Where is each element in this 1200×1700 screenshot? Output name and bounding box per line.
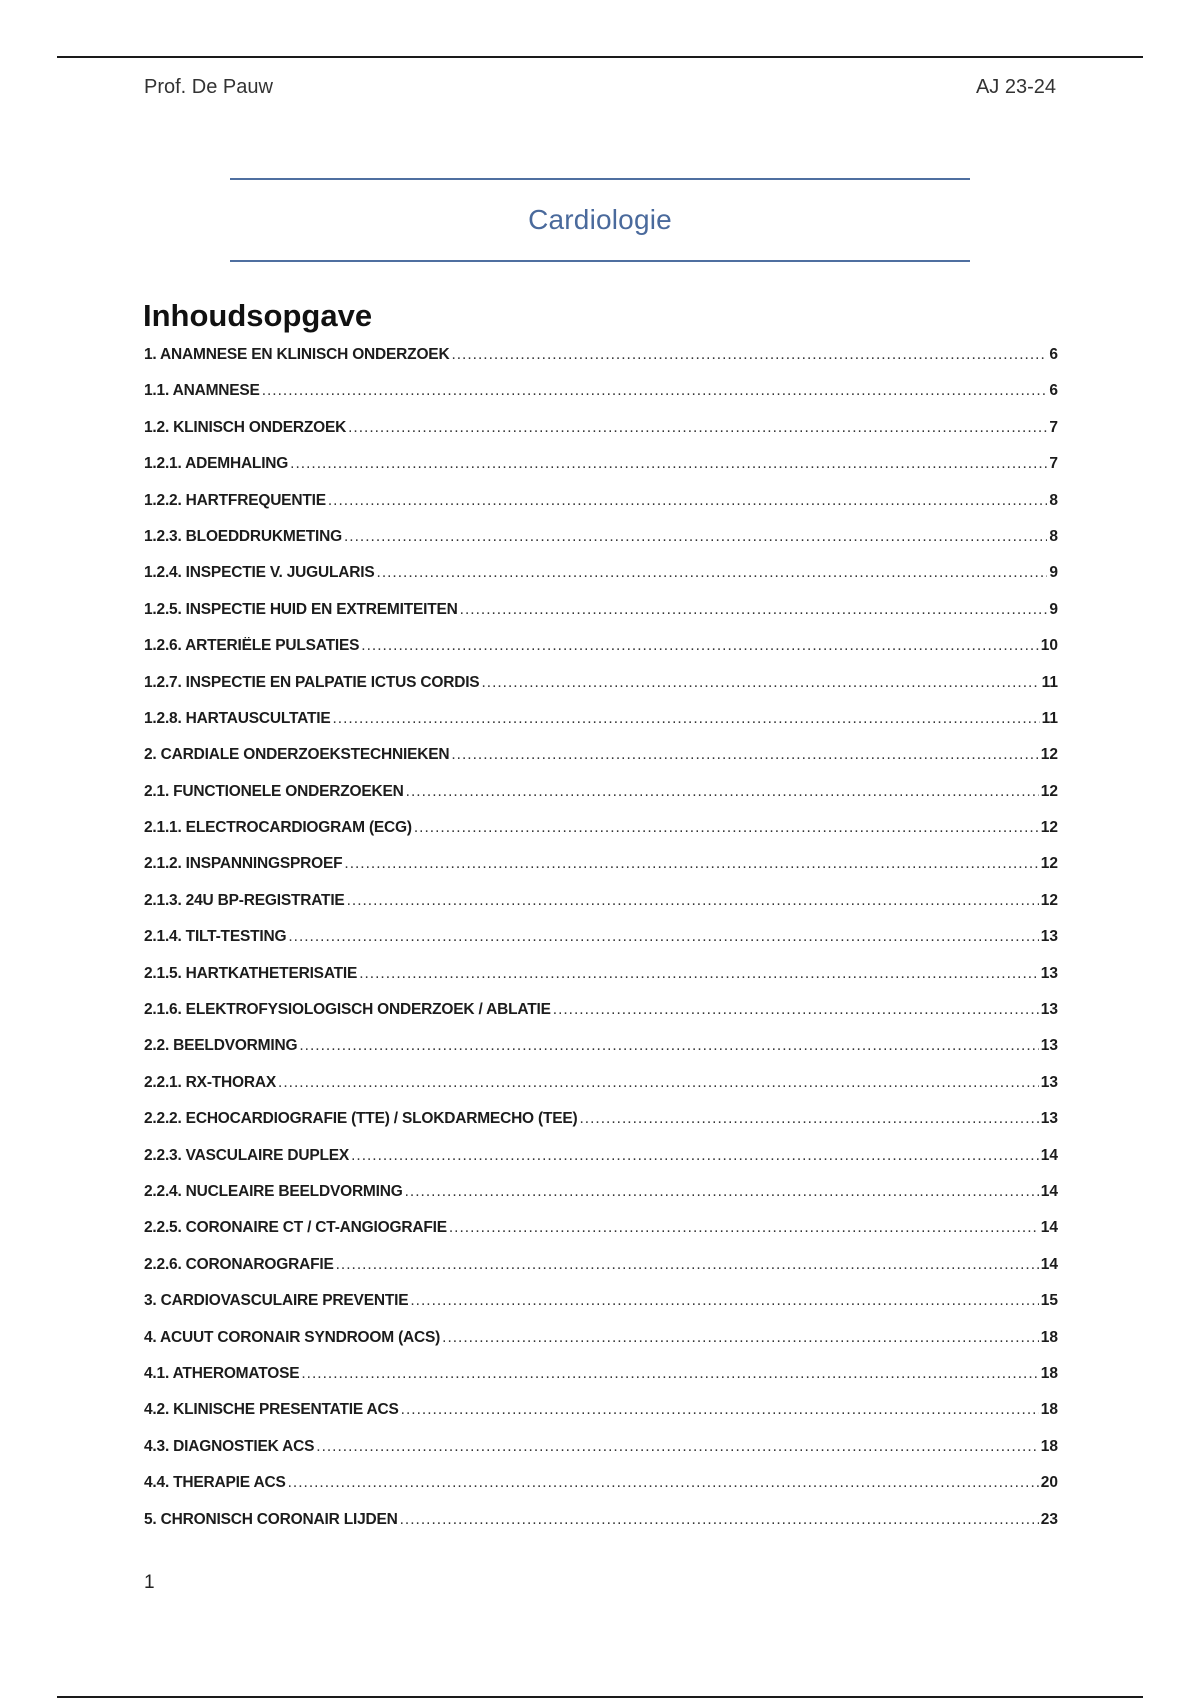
header-academic-year: AJ 23-24 — [975, 76, 1056, 98]
toc-dot-leader — [288, 1474, 1039, 1492]
toc-entry-label: 2. CARDIALE ONDERZOEKSTECHNIEKEN — [144, 746, 450, 764]
toc-entry[interactable] — [144, 1074, 1058, 1110]
toc-entry[interactable] — [144, 564, 1058, 600]
title-block — [230, 178, 970, 262]
toc-entry-page: 12 — [1040, 782, 1058, 800]
toc-dot-leader — [553, 1001, 1039, 1019]
toc-entry-page: 6 — [1049, 382, 1058, 400]
toc-entry[interactable] — [144, 1329, 1058, 1365]
toc-entry-label: 1.2.7. INSPECTIE EN PALPATIE ICTUS CORDIS — [144, 673, 480, 691]
toc-dot-leader — [344, 855, 1038, 873]
toc-dot-leader — [347, 892, 1039, 910]
toc-dot-leader — [262, 382, 1048, 400]
toc-entry-label: 2.2.2. ECHOCARDIOGRAFIE (TTE) / SLOKDARMECHO (TEE) — [144, 1110, 578, 1128]
toc-entry-page: 12 — [1040, 746, 1058, 764]
toc-entry-label: 2.2.5. CORONAIRE CT / CT-ANGIOGRAFIE — [144, 1219, 447, 1237]
toc-dot-leader — [451, 746, 1038, 764]
toc-entry-label: 1.2.5. INSPECTIE HUID EN EXTREMITEITEN — [144, 600, 458, 618]
toc-entry-label: 1. ANAMNESE EN KLINISCH ONDERZOEK — [144, 346, 450, 363]
toc-entry-label: 2.2.3. VASCULAIRE DUPLEX — [144, 1146, 350, 1164]
page-top-rule — [57, 56, 1143, 58]
toc-entry-label: 1.2.1. ADEMHALING — [144, 455, 289, 473]
toc-dot-leader — [328, 492, 1048, 510]
toc-entry-page: 20 — [1040, 1474, 1058, 1492]
toc-dot-leader — [344, 528, 1047, 546]
toc-entry[interactable] — [144, 528, 1058, 564]
toc-dot-leader — [405, 1183, 1039, 1201]
toc-entry-label: 1.2.6. ARTERIËLE PULSATIES — [144, 637, 360, 655]
toc-entry[interactable] — [144, 783, 1058, 819]
toc-entry-page: 9 — [1049, 564, 1058, 582]
toc-entry[interactable] — [144, 455, 1058, 491]
page-bottom-rule — [57, 1696, 1143, 1698]
toc-entry-page: 18 — [1040, 1328, 1058, 1346]
toc-entry[interactable] — [144, 492, 1058, 528]
toc-entry-label: 4.2. KLINISCHE PRESENTATIE ACS — [144, 1401, 399, 1419]
toc-entry[interactable] — [144, 1401, 1058, 1437]
toc-entry-label: 5. CHRONISCH CORONAIR LIJDEN — [144, 1510, 398, 1528]
toc-entry-page: 14 — [1040, 1146, 1058, 1164]
toc-entry-label: 1.2.8. HARTAUSCULTATIE — [144, 709, 331, 727]
toc-entry-page: 23 — [1040, 1510, 1058, 1528]
toc-entry-label: 2.1. FUNCTIONELE ONDERZOEKEN — [144, 782, 404, 800]
toc-entry-label: 1.1. ANAMNESE — [144, 382, 260, 400]
toc-entry-label: 2.1.3. 24U BP-REGISTRATIE — [144, 891, 345, 909]
toc-entry-label: 2.1.5. HARTKATHETERISATIE — [144, 964, 358, 982]
toc-entry-page: 11 — [1041, 673, 1058, 691]
toc-dot-leader — [401, 1401, 1039, 1419]
toc-dot-leader — [359, 965, 1039, 983]
toc-dot-leader — [451, 346, 1047, 364]
toc-dot-leader — [290, 455, 1047, 473]
toc-entry-page: 9 — [1049, 600, 1058, 618]
toc-entry[interactable] — [144, 746, 1058, 782]
toc-entry[interactable] — [144, 637, 1058, 673]
table-of-contents — [144, 346, 1058, 1547]
toc-entry-page: 14 — [1040, 1219, 1058, 1237]
toc-entry[interactable] — [144, 819, 1058, 855]
toc-entry-label: 2.1.2. INSPANNINGSPROEF — [144, 855, 343, 873]
toc-entry-page: 18 — [1040, 1364, 1058, 1382]
toc-entry[interactable] — [144, 674, 1058, 710]
toc-entry[interactable] — [144, 1219, 1058, 1255]
toc-entry-label: 4.1. ATHEROMATOSE — [144, 1364, 300, 1382]
toc-dot-leader — [278, 1074, 1039, 1092]
toc-entry-page: 10 — [1040, 637, 1058, 655]
toc-dot-leader — [460, 601, 1048, 619]
toc-entry-page: 18 — [1040, 1437, 1058, 1455]
toc-entry[interactable] — [144, 382, 1058, 418]
toc-dot-leader — [301, 1365, 1038, 1383]
toc-entry[interactable] — [144, 1147, 1058, 1183]
toc-entry[interactable] — [144, 1474, 1058, 1510]
toc-entry-label: 2.2.6. CORONAROGRAFIE — [144, 1255, 334, 1273]
toc-entry-page: 7 — [1049, 418, 1058, 436]
toc-entry-label: 2.1.4. TILT-TESTING — [144, 928, 287, 946]
toc-entry-page: 14 — [1040, 1182, 1058, 1200]
toc-entry[interactable] — [144, 1365, 1058, 1401]
toc-entry[interactable] — [144, 346, 1058, 382]
toc-entry-page: 12 — [1040, 891, 1058, 909]
toc-dot-leader — [442, 1329, 1039, 1347]
toc-entry[interactable] — [144, 1292, 1058, 1328]
toc-entry[interactable] — [144, 965, 1058, 1001]
toc-entry-page: 12 — [1040, 855, 1058, 873]
header-author: Prof. De Pauw — [144, 76, 273, 98]
toc-entry[interactable] — [144, 1001, 1058, 1037]
toc-entry-page: 6 — [1049, 346, 1058, 363]
toc-entry[interactable] — [144, 1256, 1058, 1292]
toc-entry-label: 1.2.2. HARTFREQUENTIE — [144, 491, 326, 509]
toc-entry-label: 1.2. KLINISCH ONDERZOEK — [144, 418, 347, 436]
toc-entry-label: 1.2.4. INSPECTIE V. JUGULARIS — [144, 564, 375, 582]
toc-entry[interactable] — [144, 1037, 1058, 1073]
toc-entry-label: 2.2. BEELDVORMING — [144, 1037, 298, 1055]
toc-entry-page: 18 — [1040, 1401, 1058, 1419]
toc-dot-leader — [348, 419, 1047, 437]
toc-dot-leader — [333, 710, 1040, 728]
toc-entry[interactable] — [144, 928, 1058, 964]
toc-entry-label: 2.1.1. ELECTROCARDIOGRAM (ECG) — [144, 819, 412, 837]
toc-entry-page: 8 — [1049, 491, 1058, 509]
toc-entry-label: 4.4. THERAPIE ACS — [144, 1474, 286, 1492]
toc-entry-label: 2.2.4. NUCLEAIRE BEELDVORMING — [144, 1182, 403, 1200]
toc-entry-page: 8 — [1049, 527, 1058, 545]
toc-entry-page: 12 — [1040, 819, 1058, 837]
toc-dot-leader — [316, 1438, 1038, 1456]
toc-dot-leader — [299, 1037, 1038, 1055]
toc-entry-label: 4.3. DIAGNOSTIEK ACS — [144, 1437, 315, 1455]
toc-dot-leader — [580, 1110, 1039, 1128]
toc-entry[interactable] — [144, 1183, 1058, 1219]
toc-entry-page: 14 — [1040, 1255, 1058, 1273]
toc-dot-leader — [406, 783, 1039, 801]
toc-entry-label: 4. ACUUT CORONAIR SYNDROOM (ACS) — [144, 1328, 441, 1346]
toc-entry[interactable] — [144, 601, 1058, 637]
toc-entry-page: 7 — [1049, 455, 1058, 473]
toc-dot-leader — [288, 928, 1038, 946]
toc-dot-leader — [400, 1511, 1039, 1529]
toc-dot-leader — [410, 1292, 1038, 1310]
toc-entry-page: 13 — [1040, 964, 1058, 982]
toc-dot-leader — [481, 674, 1039, 692]
toc-entry[interactable] — [144, 419, 1058, 455]
toc-entry[interactable] — [144, 710, 1058, 746]
toc-entry-page: 13 — [1040, 1001, 1058, 1019]
page-number: 1 — [144, 1572, 155, 1593]
toc-entry[interactable] — [144, 892, 1058, 928]
toc-heading: Inhoudsopgave — [143, 298, 373, 333]
toc-entry-page: 13 — [1040, 928, 1058, 946]
toc-entry-page: 13 — [1040, 1110, 1058, 1128]
toc-entry-page: 15 — [1040, 1292, 1058, 1310]
toc-entry[interactable] — [144, 1511, 1058, 1547]
toc-dot-leader — [336, 1256, 1039, 1274]
toc-entry-label: 3. CARDIOVASCULAIRE PREVENTIE — [144, 1292, 409, 1310]
toc-entry[interactable] — [144, 855, 1058, 891]
toc-entry-page: 11 — [1041, 709, 1058, 727]
toc-dot-leader — [361, 637, 1038, 655]
toc-dot-leader — [449, 1219, 1039, 1237]
toc-entry-label: 2.1.6. ELEKTROFYSIOLOGISCH ONDERZOEK / ABLATIE — [144, 1001, 551, 1019]
toc-entry-label: 1.2.3. BLOEDDRUKMETING — [144, 527, 342, 545]
toc-entry-page: 13 — [1040, 1037, 1058, 1055]
toc-entry-page: 13 — [1040, 1073, 1058, 1091]
toc-dot-leader — [377, 564, 1048, 582]
toc-entry[interactable] — [144, 1110, 1058, 1146]
toc-dot-leader — [414, 819, 1039, 837]
toc-dot-leader — [351, 1147, 1039, 1165]
document-title: Cardiologie — [528, 204, 672, 235]
toc-entry-label: 2.2.1. RX-THORAX — [144, 1073, 277, 1091]
toc-entry[interactable] — [144, 1438, 1058, 1474]
